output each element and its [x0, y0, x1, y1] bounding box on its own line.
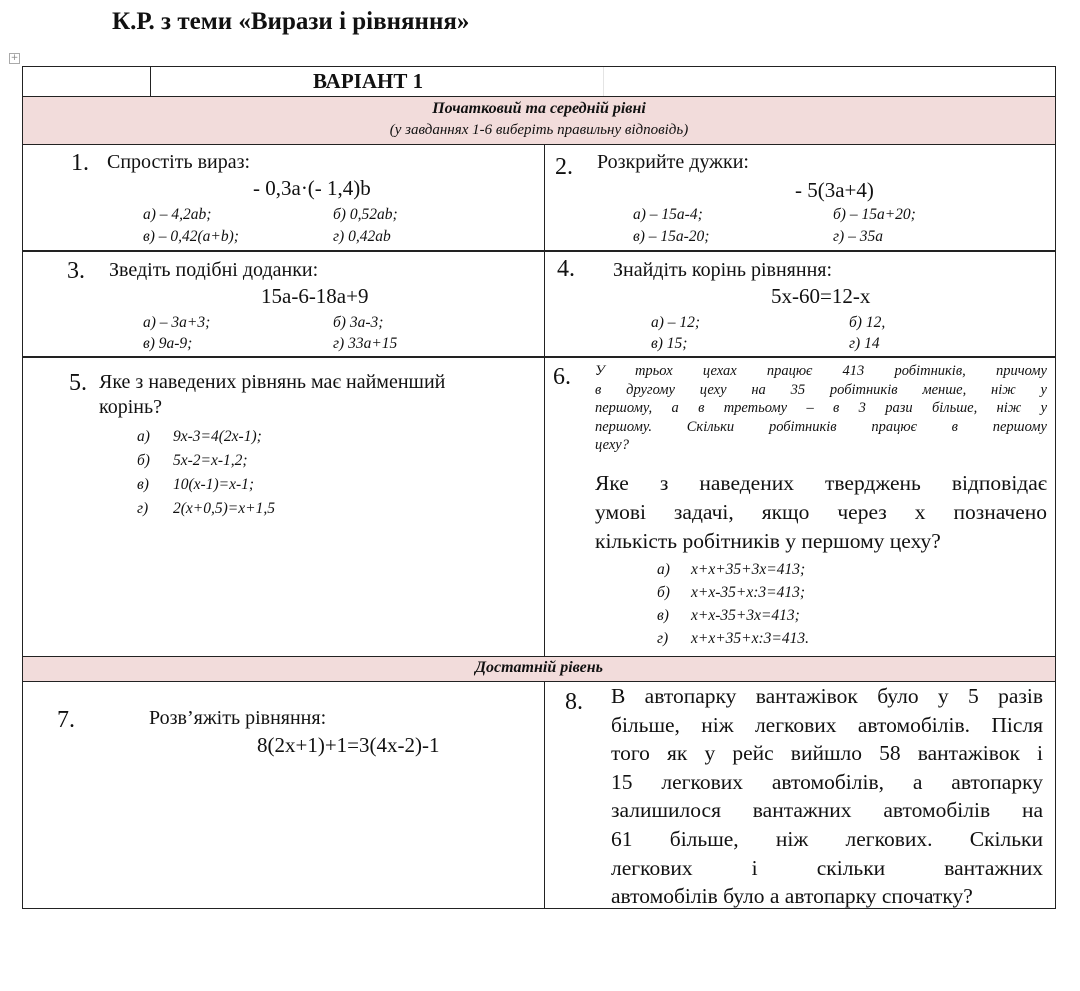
- problem-text-line: 61 більше, ніж легкових. Скільки: [611, 826, 1043, 851]
- answer-option: х+х-35+х:3=413;: [691, 584, 806, 601]
- problem-text-line: першому. Скільки робітників працює в першому: [595, 418, 1047, 435]
- answer-option: в) – 15а-20;: [633, 228, 710, 245]
- task-3: [23, 252, 544, 356]
- answer-option: б) – 15а+20;: [833, 206, 916, 223]
- task-2: [545, 144, 1055, 250]
- task-1: [23, 144, 544, 250]
- task-number: 1.: [71, 150, 89, 176]
- section-title-basic: Початковий та середній рівні: [432, 100, 646, 117]
- task-number: 4.: [557, 256, 575, 282]
- task-4: [545, 252, 1055, 356]
- answer-option: в) 9а-9;: [143, 335, 193, 352]
- answer-option: 10(х-1)=х-1;: [173, 476, 255, 493]
- task-number: 8.: [565, 689, 583, 715]
- task-question: Розкрийте дужки:: [597, 151, 749, 173]
- task-question: Спростіть вираз:: [107, 151, 251, 173]
- task-number: 3.: [67, 258, 85, 284]
- table-move-handle-icon[interactable]: +: [10, 53, 19, 63]
- section-subtitle-basic: (у завданнях 1-6 виберіть правильну відповідь): [389, 122, 689, 138]
- option-label: г): [657, 630, 669, 647]
- answer-option: 5х-2=х-1,2;: [173, 452, 248, 469]
- question-text-line: умові задачі, якщо через х позначено: [595, 500, 1047, 524]
- section-header-sufficient: [23, 656, 1055, 682]
- option-label: в): [657, 607, 669, 624]
- section-header-basic: [23, 96, 1055, 145]
- answer-option: а) – 4,2аb;: [143, 206, 212, 223]
- task-7: [23, 681, 544, 909]
- option-label: в): [137, 476, 149, 493]
- answer-option: 2(х+0,5)=х+1,5: [173, 500, 275, 517]
- task-number: 6.: [553, 364, 571, 390]
- task-question-line: корінь?: [99, 396, 162, 418]
- answer-option: б) 0,52аb;: [333, 206, 398, 223]
- task-expression: 5х-60=12-х: [771, 284, 871, 308]
- answer-option: х+х+35+х:3=413.: [691, 630, 810, 647]
- problem-text-line: У трьох цехах працює 413 робітників, причому: [595, 363, 1047, 379]
- problem-text-line: цеху?: [595, 437, 629, 453]
- variant-label: ВАРІАНТ 1: [313, 69, 424, 93]
- problem-text-line: 15 легкових автомобілів, а автопарку: [611, 769, 1043, 794]
- answer-option: г) – 35а: [833, 228, 883, 245]
- problem-text-line: легкових і скільки вантажних: [611, 855, 1043, 880]
- task-expression: - 0,3а·(- 1,4)b: [253, 176, 371, 200]
- task-number: 7.: [57, 707, 75, 733]
- problem-text-line: в другому цеху на 35 робітників менше, ніж у: [595, 381, 1047, 398]
- problem-text-line: автомобілів було а автопарку спочатку?: [611, 884, 973, 909]
- problem-text-line: того як у рейс вийшло 58 вантажівок і: [611, 741, 1043, 766]
- answer-option: в) – 0,42(а+b);: [143, 228, 239, 245]
- task-question: Знайдіть корінь рівняння:: [613, 259, 833, 281]
- task-5: [23, 358, 544, 656]
- option-label: а): [657, 561, 670, 578]
- answer-option: б) 3а-3;: [333, 314, 384, 331]
- answer-option: 9х-3=4(2х-1);: [173, 428, 262, 445]
- document-title: К.Р. з теми «Вирази і рівняння»: [112, 8, 470, 35]
- answer-option: г) 33а+15: [333, 335, 398, 352]
- task-number: 2.: [555, 154, 573, 180]
- problem-text-line: залишилося вантажних автомобілів на: [611, 798, 1043, 823]
- problem-text-line: В автопарку вантажівок було у 5 разів: [611, 684, 1043, 708]
- task-expression: 8(2х+1)+1=3(4х-2)-1: [257, 733, 440, 757]
- task-8: [545, 681, 1055, 909]
- answer-option: в) 15;: [651, 335, 688, 352]
- test-table: [22, 66, 1056, 909]
- answer-option: а) – 15а-4;: [633, 206, 703, 223]
- task-expression: - 5(3а+4): [795, 178, 874, 202]
- option-label: а): [137, 428, 150, 445]
- task-6: [545, 358, 1055, 656]
- option-label: б): [137, 452, 150, 469]
- task-question: Розв’яжіть рівняння:: [149, 707, 327, 729]
- section-title-sufficient: Достатній рівень: [475, 659, 603, 676]
- answer-option: а) – 3а+3;: [143, 314, 211, 331]
- answer-option: г) 0,42аb: [333, 228, 391, 245]
- option-label: б): [657, 584, 670, 601]
- problem-text-line: першому, а в третьому – в 3 рази більше, ніж у: [595, 400, 1047, 416]
- option-label: г): [137, 500, 149, 517]
- task-question: Зведіть подібні доданки:: [109, 259, 319, 281]
- answer-option: х+х+35+3х=413;: [691, 561, 806, 578]
- problem-text-line: більше, ніж легкових автомобілів. Після: [611, 712, 1043, 737]
- answer-option: х+х-35+3х=413;: [691, 607, 800, 624]
- answer-option: а) – 12;: [651, 314, 701, 331]
- answer-option: б) 12,: [849, 314, 886, 331]
- question-text-line: кількість робітників у першому цеху?: [595, 529, 941, 553]
- question-text-line: Яке з наведених тверджень відповідає: [595, 471, 1047, 495]
- variant-header-row: [23, 67, 1055, 96]
- task-expression: 15а-6-18а+9: [261, 284, 369, 308]
- task-number: 5.: [69, 370, 87, 396]
- answer-option: г) 14: [849, 335, 880, 352]
- task-question-line: Яке з наведених рівнянь має найменший: [99, 371, 446, 393]
